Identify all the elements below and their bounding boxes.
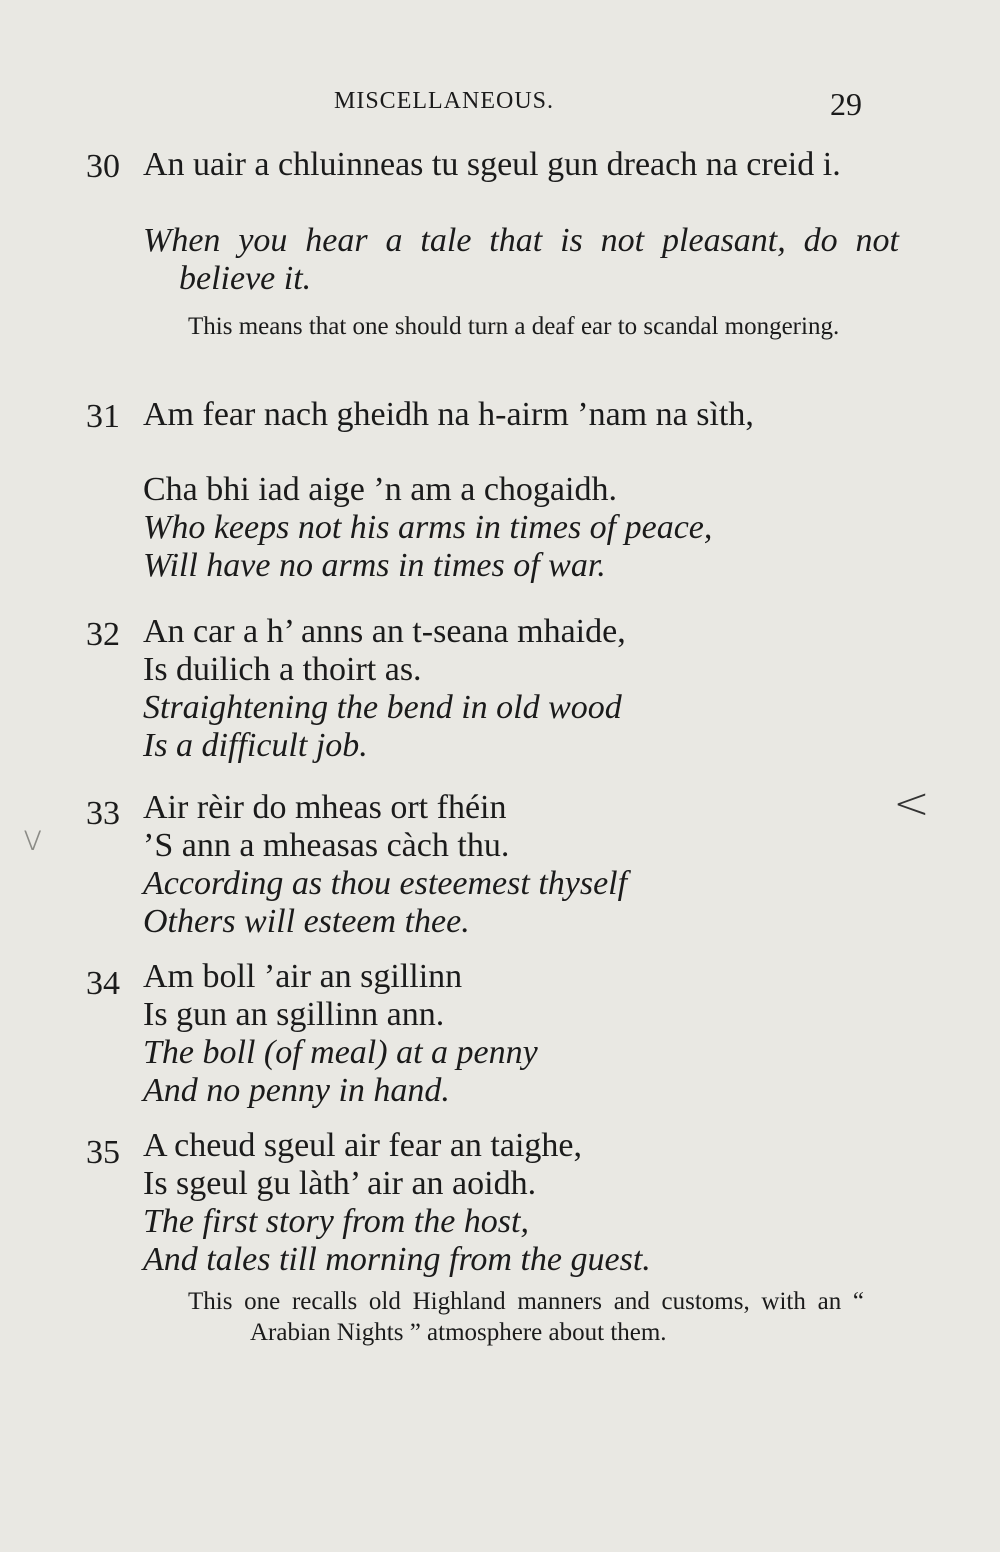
proverb-gaelic-line: Cha bhi iad aige ’n am a chogaidh. [143,471,617,508]
proverb-english-line: Who keeps not his arms in times of peace, [143,509,713,546]
proverb-gaelic [143,396,899,434]
handwritten-margin-mark-left: v [22,818,44,859]
proverb-gaelic [143,789,863,864]
proverb-number: 35 [86,1134,120,1171]
proverb-english [143,689,863,764]
proverb-gaelic-line: Am boll ’air an sgillinn [143,958,463,995]
proverb-gaelic [143,613,863,688]
proverb-gaelic [143,1127,863,1202]
proverb-gaelic-line: ’S ann a mheasas càch thu. [143,826,510,864]
running-head: MISCELLANEOUS. [334,88,555,114]
proverb-gaelic-line: A cheud sgeul air fear an taighe, [143,1127,582,1164]
proverb-english-line: And no penny in hand. [143,1071,450,1109]
proverb-gaelic-line: Is gun an sgillinn ann. [143,995,445,1033]
proverb-gaelic [143,471,863,509]
proverb-gaelic-line: Is duilich a thoirt as. [143,650,422,688]
proverb-number: 33 [86,795,120,832]
proverb-gaelic: An uair a chluinneas tu sgeul gun dreach na creid i. [143,146,841,183]
proverb-note: This one recalls old Highland manners and customs, with an “ Arabian Nights ” atmosphere about them. [188,1288,864,1346]
page-number: 29 [830,86,862,122]
proverb-number: 34 [86,965,120,1002]
proverb-gaelic [143,958,863,1033]
proverb-number: 30 [86,148,120,185]
handwritten-margin-mark-right: < [893,778,930,829]
proverb-english-line: Is a difficult job. [143,726,368,764]
proverb-gaelic-line: Air rèir do mheas ort fhéin [143,789,507,826]
proverb-gaelic-line: Am fear nach gheidh na h-airm ’nam na sìth, [143,396,754,433]
proverb-english-line: Others will esteem thee. [143,902,470,940]
proverb-number: 32 [86,616,120,653]
proverb-english-line: The first story from the host, [143,1203,529,1240]
proverb-english [143,509,863,584]
proverb-english [143,865,863,940]
proverb-note: This means that one should turn a deaf ear to scandal mongering. [188,313,840,340]
proverb-english [143,1034,863,1109]
proverb-gaelic-line: Is sgeul gu làth’ air an aoidh. [143,1164,537,1202]
proverb-number: 31 [86,398,120,435]
proverb-english [143,1203,863,1278]
proverb-english-line: And tales till morning from the guest. [143,1240,651,1278]
proverb-english-line: Will have no arms in times of war. [143,546,606,584]
proverb-gaelic-line: An car a h’ anns an t-seana mhaide, [143,613,626,650]
proverb-english-line: Straightening the bend in old wood [143,689,622,726]
proverb-english-line: According as thou esteemest thyself [143,865,628,902]
proverb-english: When you hear a tale that is not pleasant, do not believe it. [143,222,899,297]
proverb-english-line: The boll (of meal) at a penny [143,1034,538,1071]
